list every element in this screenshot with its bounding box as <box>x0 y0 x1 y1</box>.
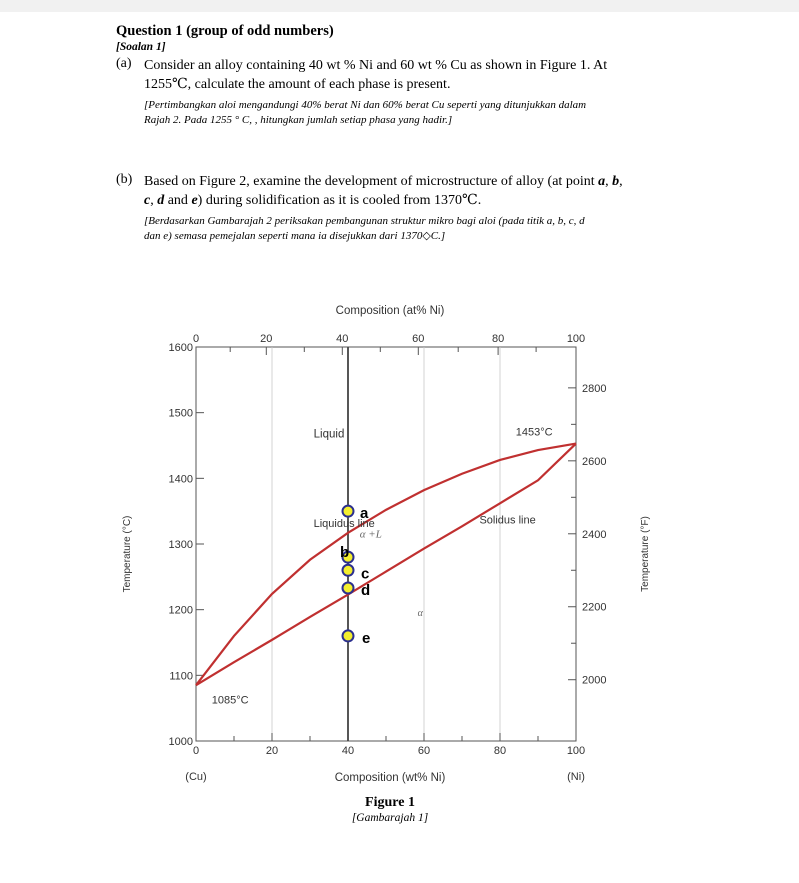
region-label-alpha: α <box>417 608 423 620</box>
top-tick-label-100: 100 <box>566 333 586 345</box>
x-end-label-cu: (Cu) <box>185 771 207 783</box>
liquidus-line-label: Liquidus line <box>313 517 375 530</box>
solidus-line-label: Solidus line <box>479 514 536 527</box>
part-b-text-1b: ) during solidification as it is cooled from 1370℃. <box>197 193 482 208</box>
right-tick-label-2200: 2200 <box>582 601 607 614</box>
top-tick-label-60: 60 <box>412 333 425 345</box>
series-line-solidus <box>196 444 576 686</box>
top-tick-label-80: 80 <box>491 333 505 345</box>
part-a-label: (a) <box>116 56 132 71</box>
y-tick-label-1500: 1500 <box>168 407 193 420</box>
point-c-ref: c <box>144 193 151 208</box>
x-tick-label-80: 80 <box>493 745 507 757</box>
point-d-ref: d <box>157 193 165 208</box>
series-line-liquidus <box>196 444 576 686</box>
y-axis-title-right: Temperature (°F) <box>640 516 651 592</box>
part-b-sep-2: , <box>619 174 623 189</box>
point-d-label: d <box>361 581 371 599</box>
y-tick-label-1300: 1300 <box>168 539 193 551</box>
part-a-text-line-1: Consider an alloy containing 40 wt % Ni and 60 wt % Cu as shown in Figure 1. At <box>144 58 608 73</box>
y-tick-label-1100: 1100 <box>169 670 193 683</box>
point-a-label: a <box>360 505 369 523</box>
top-tick-label-40: 40 <box>336 333 349 345</box>
y-tick-label-1200: 1200 <box>168 604 193 617</box>
point-b-ref: b <box>612 174 620 189</box>
part-b-and: and <box>164 193 192 208</box>
figure-caption-translation: [Gambarajah 1] <box>351 812 429 824</box>
point-c-marker <box>343 565 354 576</box>
y-tick-label-1400: 1400 <box>168 473 193 486</box>
point-b-label: b <box>340 544 350 562</box>
question-title: Question 1 (group of odd numbers) <box>116 23 334 39</box>
part-a-trans-line-1: [Pertimbangkan aloi mengandungi 40% berat Ni dan 60% berat Cu seperti yang ditunjukkan dalam <box>144 99 587 111</box>
right-tick-label-2000: 2000 <box>582 674 607 687</box>
part-b-trans-line-1: [Berdasarkan Gambarajah 2 periksakan pembangunan struktur mikro bagi aloi (pada titik a, b, c, d <box>144 215 585 227</box>
top-axis-title: Composition (at% Ni) <box>335 305 445 317</box>
x-tick-label-0: 0 <box>192 745 200 757</box>
y-tick-label-1600: 1600 <box>168 342 193 354</box>
point-e-label: e <box>362 629 371 647</box>
x-tick-label-40: 40 <box>341 745 355 757</box>
x-end-label-ni: (Ni) <box>567 771 585 783</box>
point-a-ref: a <box>598 174 606 189</box>
right-tick-label-2600: 2600 <box>582 455 607 468</box>
figure-caption: Figure 1 <box>365 795 415 810</box>
top-tick-label-0: 0 <box>192 333 200 345</box>
point-e-ref: e <box>191 193 198 208</box>
point-e-marker <box>343 630 354 641</box>
point-d-marker <box>343 582 354 593</box>
part-a-trans-line-2: Rajah 2. Pada 1255 ° C, , hitungkan jumlah setiap phasa yang hadir.] <box>144 114 453 126</box>
point-a-marker <box>343 506 354 517</box>
part-b-text-1a: Based on Figure 2, examine the development of microstructure of alloy (at point <box>144 174 599 189</box>
x-tick-label-100: 100 <box>566 745 586 757</box>
x-tick-label-20: 20 <box>265 745 279 757</box>
question-subtitle: [Soalan 1] <box>116 41 166 53</box>
annotation-melt-cu: 1085°C <box>211 694 249 707</box>
x-tick-label-60: 60 <box>417 745 431 757</box>
y-tick-label-1000: 1000 <box>168 736 193 748</box>
plot-frame <box>196 347 576 741</box>
right-tick-label-2800: 2800 <box>582 382 607 395</box>
part-b-sep-1: , <box>605 174 613 189</box>
x-axis-title: Composition (wt% Ni) <box>334 772 446 784</box>
part-a-text-line-2: 1255℃, calculate the amount of each phase is present. <box>144 77 451 92</box>
y-axis-title-left: Temperature (°C) <box>122 515 133 593</box>
part-b-trans-line-2: dan e) semasa pemejalan seperti mana ia disejukkan dari 1370◇C.] <box>144 230 446 242</box>
right-tick-label-2400: 2400 <box>582 528 607 541</box>
part-b-sep-3: , <box>150 193 158 208</box>
annotation-melt-ni: 1453°C <box>515 426 553 439</box>
part-b-label: (b) <box>116 172 133 187</box>
top-tick-label-20: 20 <box>260 333 273 345</box>
region-label-alpha-liquid: α +L <box>359 528 382 541</box>
region-label-liquid: Liquid <box>313 428 345 441</box>
point-c-label: c <box>361 565 370 583</box>
